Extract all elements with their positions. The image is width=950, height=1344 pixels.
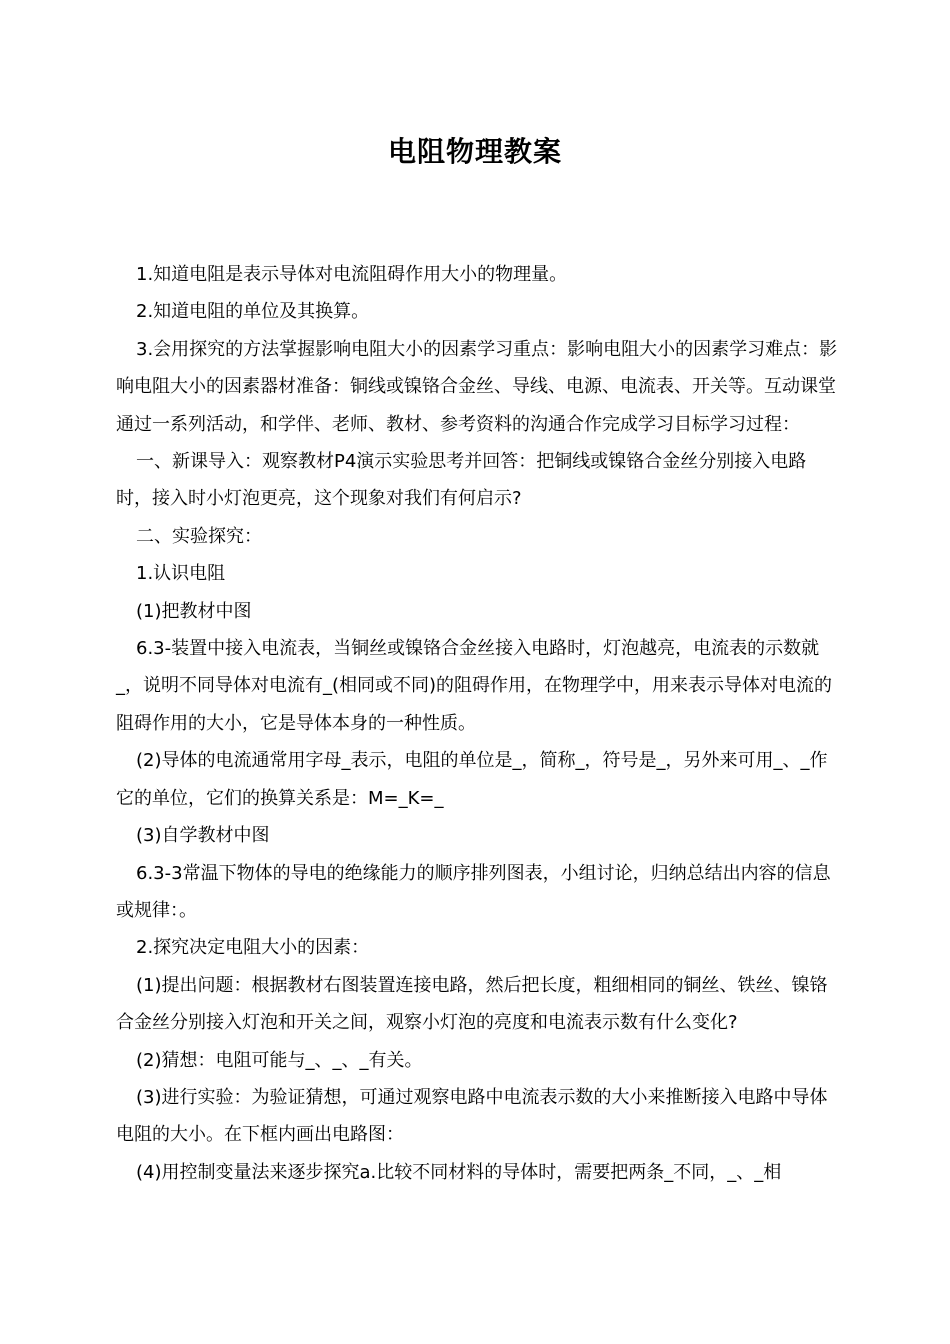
paragraph-2: 2.知道电阻的单位及其换算。 xyxy=(136,301,370,323)
paragraph-6: 1.认识电阻 xyxy=(136,563,226,585)
paragraph-5: 二、实验探究： xyxy=(136,525,262,547)
paragraph-11: 6.3-3常温下物体的导电的绝缘能力的顺序排列图表，小组讨论，归纳总结出内容的信息或规律：。 xyxy=(116,862,831,921)
paragraph-8: 6.3-装置中接入电流表，当铜丝或镍铬合金丝接入电路时，灯泡越亮，电流表的示数就_，说明不同导体对电流有_(相同或不同)的阻碍作用，在物理学中，用来表示导体对电流的阻碍作用的大小，它是导体本身的一种性质。 xyxy=(116,638,833,734)
paragraph-12: 2.探究决定电阻大小的因素： xyxy=(136,937,370,959)
paragraph-13: (1)提出问题：根据教材右图装置连接电路，然后把长度，粗细相同的铜丝、铁丝、镍铬合金丝分别接入灯泡和开关之间，观察小灯泡的亮度和电流表示数有什么变化? xyxy=(116,974,828,1034)
paragraph-14: (2)猜想：电阻可能与_、_、_有关。 xyxy=(136,1049,423,1071)
paragraph-3: 3.会用探究的方法掌握影响电阻大小的因素学习重点：影响电阻大小的因素学习难点：影响电阻大小的因素器材准备：铜线或镍铬合金丝、导线、电源、电流表、开关等。互动课堂通过一系列活动，和学伴、老师、教材、参考资料的沟通合作完成学习目标学习过程： xyxy=(116,338,838,435)
paragraph-16: (4)用控制变量法来逐步探究a.比较不同材料的导体时，需要把两条_不同，_、_相 xyxy=(136,1161,782,1183)
paragraph-7: (1)把教材中图 xyxy=(136,600,252,622)
page-title: 电阻物理教案 xyxy=(387,135,562,168)
paragraph-15: (3)进行实验：为验证猜想，可通过观察电路中电流表示数的大小来推断接入电路中导体电阻的大小。在下框内画出电路图： xyxy=(116,1086,828,1146)
paragraph-9: (2)导体的电流通常用字母_表示，电阻的单位是_，简称_，符号是_，另外来可用_、_作它的单位，它们的换算关系是：M=_K=_ xyxy=(116,750,828,809)
document-body xyxy=(116,256,838,1191)
paragraph-4: 一、新课导入：观察教材P4演示实验思考并回答：把铜线或镍铬合金丝分别接入电路时，接入时小灯泡更亮，这个现象对我们有何启示? xyxy=(116,451,807,510)
paragraph-1: 1.知道电阻是表示导体对电流阻碍作用大小的物理量。 xyxy=(136,264,568,285)
paragraph-10: (3)自学教材中图 xyxy=(136,825,270,847)
